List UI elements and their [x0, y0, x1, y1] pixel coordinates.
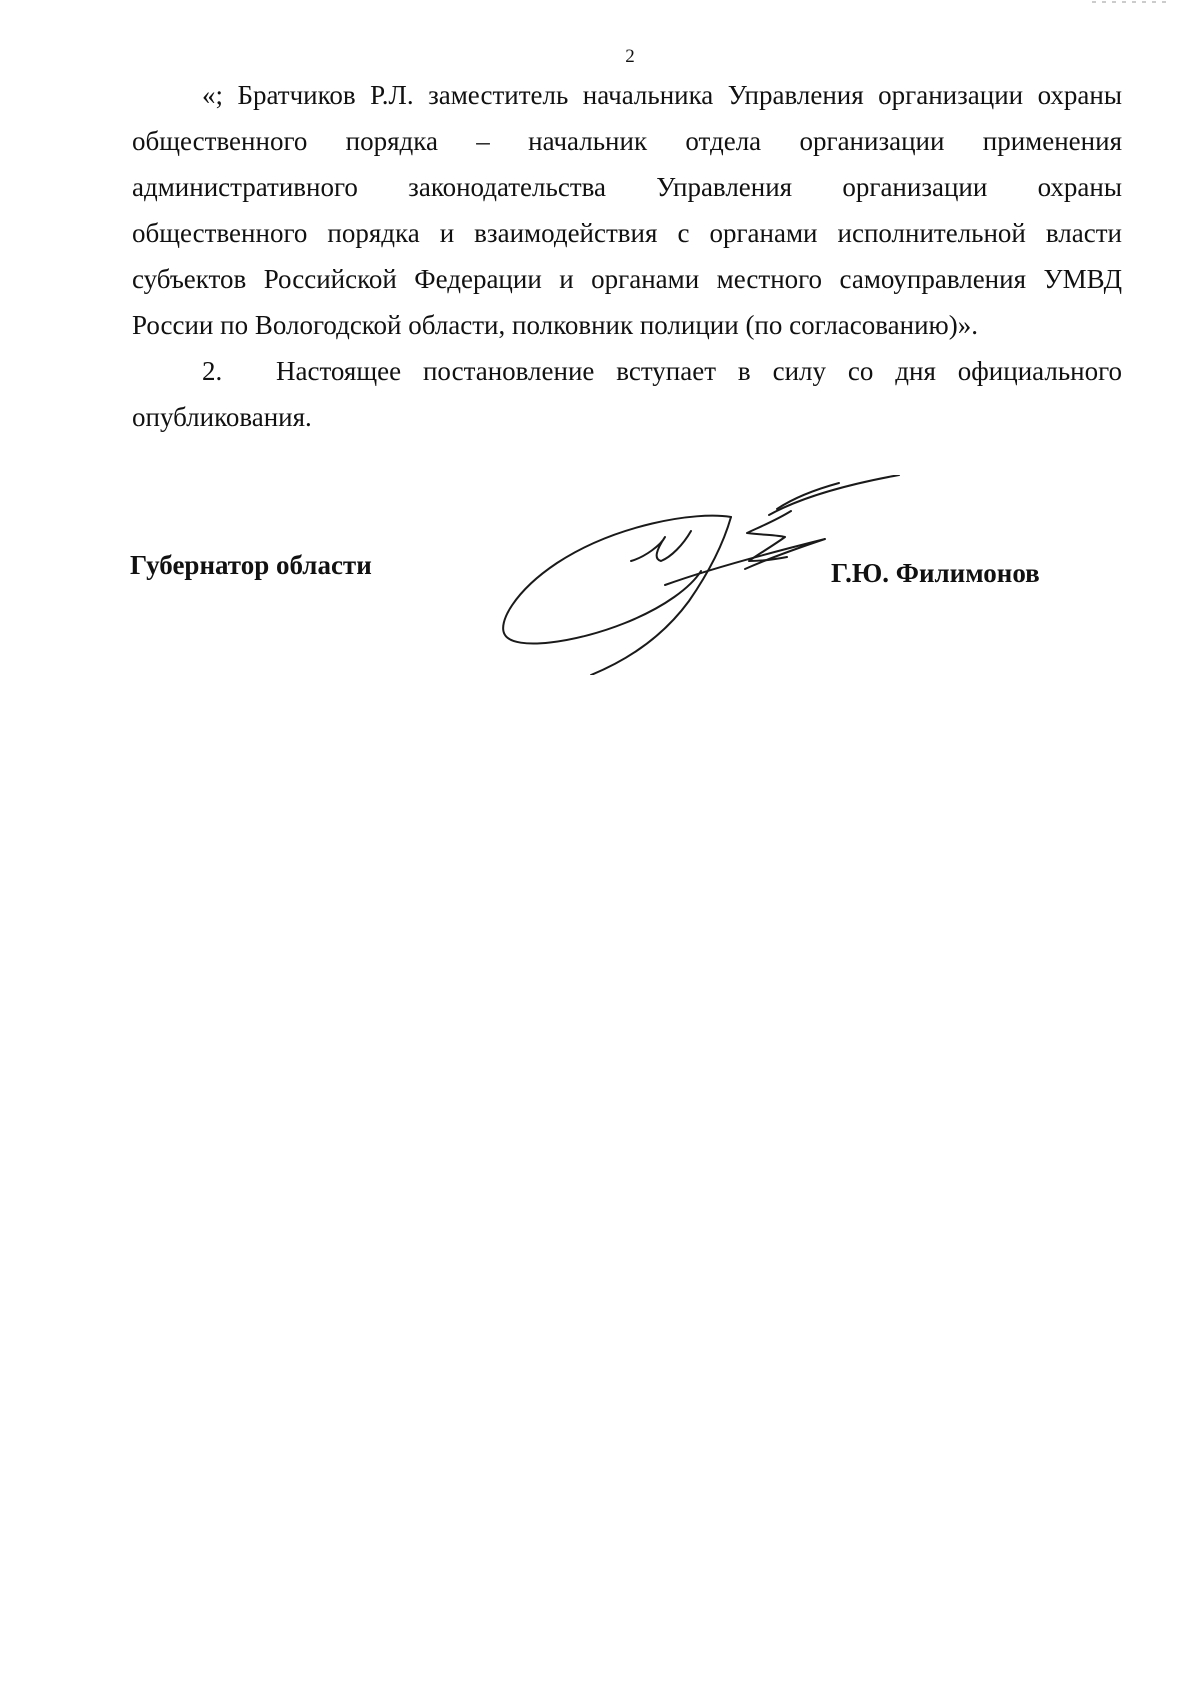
signer-title: Губернатор области [130, 550, 372, 580]
signer-name: Г.Ю. Филимонов [831, 558, 1040, 588]
page-number: 2 [625, 46, 635, 67]
paragraph-text: Настоящее постановление вступает в силу со дня официального опубликования. [132, 356, 1122, 432]
paragraph-amendment: «; Братчиков Р.Л. заместитель начальника Управления организации охраны общественного порядка – начальник отдела организации применения административного законодательства Управления организации охраны общественного порядка и взаимодействия с органами исполнительной власти субъектов Российской Федерации и органами местного самоуправления УМВД России по Вологодской области, полковник полиции (по согласованию)». [132, 80, 1122, 340]
paragraph-number: 2. [202, 356, 223, 386]
